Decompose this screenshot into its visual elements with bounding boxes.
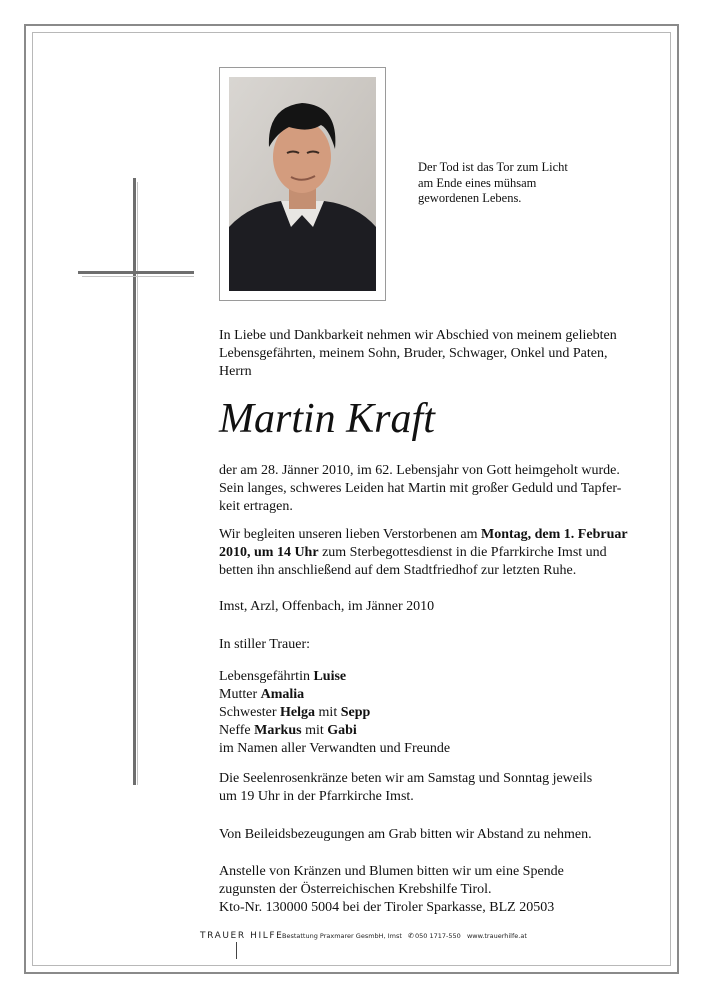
motto-quote	[418, 160, 638, 207]
phone-icon: ✆	[408, 932, 414, 940]
mourner-name: Luise	[313, 669, 347, 684]
cross-icon	[133, 178, 136, 785]
rosary-line: Die Seelenrosenkränze beten wir am Samstag und Sonntag jeweils	[219, 771, 593, 786]
intro-line: In Liebe und Dankbarkeit nehmen wir Abschied von meinem geliebten	[219, 328, 617, 343]
funeral-text: Wir begleiten unseren lieben Verstorbenen am	[219, 527, 481, 542]
rosary-paragraph	[219, 770, 659, 806]
death-line: Sein langes, schweres Leiden hat Martin mit großer Geduld und Tapfer-	[219, 481, 622, 496]
phone-number: 050 1717-550	[414, 932, 461, 940]
website-link[interactable]: www.trauerhilfe.at	[466, 932, 527, 940]
mourning-heading: In stiller Trauer:	[219, 637, 310, 652]
mourner-name: Amalia	[260, 687, 305, 702]
donation-line: Anstelle von Kränzen und Blumen bitten wir um eine Spende	[219, 864, 564, 879]
motto-line: am Ende eines mühsam	[418, 175, 537, 190]
mourner-partner: Sepp	[340, 705, 371, 720]
funeral-time: 2010, um 14 Uhr	[219, 545, 319, 560]
cross-beam	[78, 271, 194, 274]
death-line: keit ertragen.	[219, 499, 293, 514]
funeral-line	[219, 526, 659, 544]
trauerhilfe-logo: TRAUER HILFE	[200, 931, 284, 941]
mourner-relation: Mutter	[219, 687, 261, 702]
donation-line: zugunsten der Österreichischen Krebshilfe Tirol.	[219, 882, 492, 897]
company-name: Bestattung Praxmarer GesmbH, Imst	[282, 932, 402, 940]
funeral-line: betten ihn anschließend auf dem Stadtfriedhof zur letzten Ruhe.	[219, 563, 577, 578]
portrait-image	[229, 77, 376, 291]
intro-line: Herrn	[219, 364, 252, 379]
intro-line: Lebensgefährten, meinem Sohn, Bruder, Schwager, Onkel und Paten,	[219, 346, 608, 361]
funeral-line	[219, 544, 659, 562]
mourner-relation: Neffe	[219, 723, 255, 738]
portrait-photo	[219, 67, 386, 301]
motto-line: gewordenen Lebens.	[418, 191, 522, 205]
death-paragraph	[219, 462, 659, 516]
footer	[200, 931, 527, 959]
intro-paragraph	[219, 327, 659, 381]
motto-line: Der Tod ist das Tor zum Licht	[418, 160, 568, 174]
place-date: Imst, Arzl, Offenbach, im Jänner 2010	[219, 599, 435, 614]
funeral-date: Montag, dem 1. Februar	[480, 527, 628, 542]
footer-info	[282, 932, 527, 940]
donation-line: Kto-Nr. 130000 5004 bei der Tiroler Sparkasse, BLZ 20503	[219, 900, 555, 915]
funeral-paragraph	[219, 526, 659, 580]
mourner-connector: mit	[301, 723, 328, 738]
mourner-line	[219, 722, 659, 740]
mourner-line	[219, 686, 659, 704]
mourner-name: Helga	[280, 705, 316, 720]
mourners-closing: im Namen aller Verwandten und Freunde	[219, 741, 451, 756]
logo-divider	[236, 942, 237, 959]
condolences-note: Von Beileidsbezeugungen am Grab bitten wir Abstand zu nehmen.	[219, 827, 592, 842]
mourner-relation: Schwester	[219, 705, 281, 720]
mourners-list	[219, 668, 659, 758]
donation-paragraph	[219, 863, 659, 917]
mourner-name: Markus	[254, 723, 302, 738]
death-line: der am 28. Jänner 2010, im 62. Lebensjahr von Gott heimgeholt wurde.	[219, 463, 620, 478]
mourner-connector: mit	[315, 705, 341, 720]
mourner-relation: Lebensgefährtin	[219, 669, 314, 684]
deceased-name: Martin Kraft	[219, 396, 435, 442]
rosary-line: um 19 Uhr in der Pfarrkirche Imst.	[219, 789, 414, 804]
funeral-text: zum Sterbegottesdienst in die Pfarrkirche Imst und	[318, 545, 607, 560]
mourner-line	[219, 668, 659, 686]
mourner-line	[219, 704, 659, 722]
mourner-partner: Gabi	[327, 723, 357, 738]
cross-beam-shadow	[82, 276, 194, 277]
